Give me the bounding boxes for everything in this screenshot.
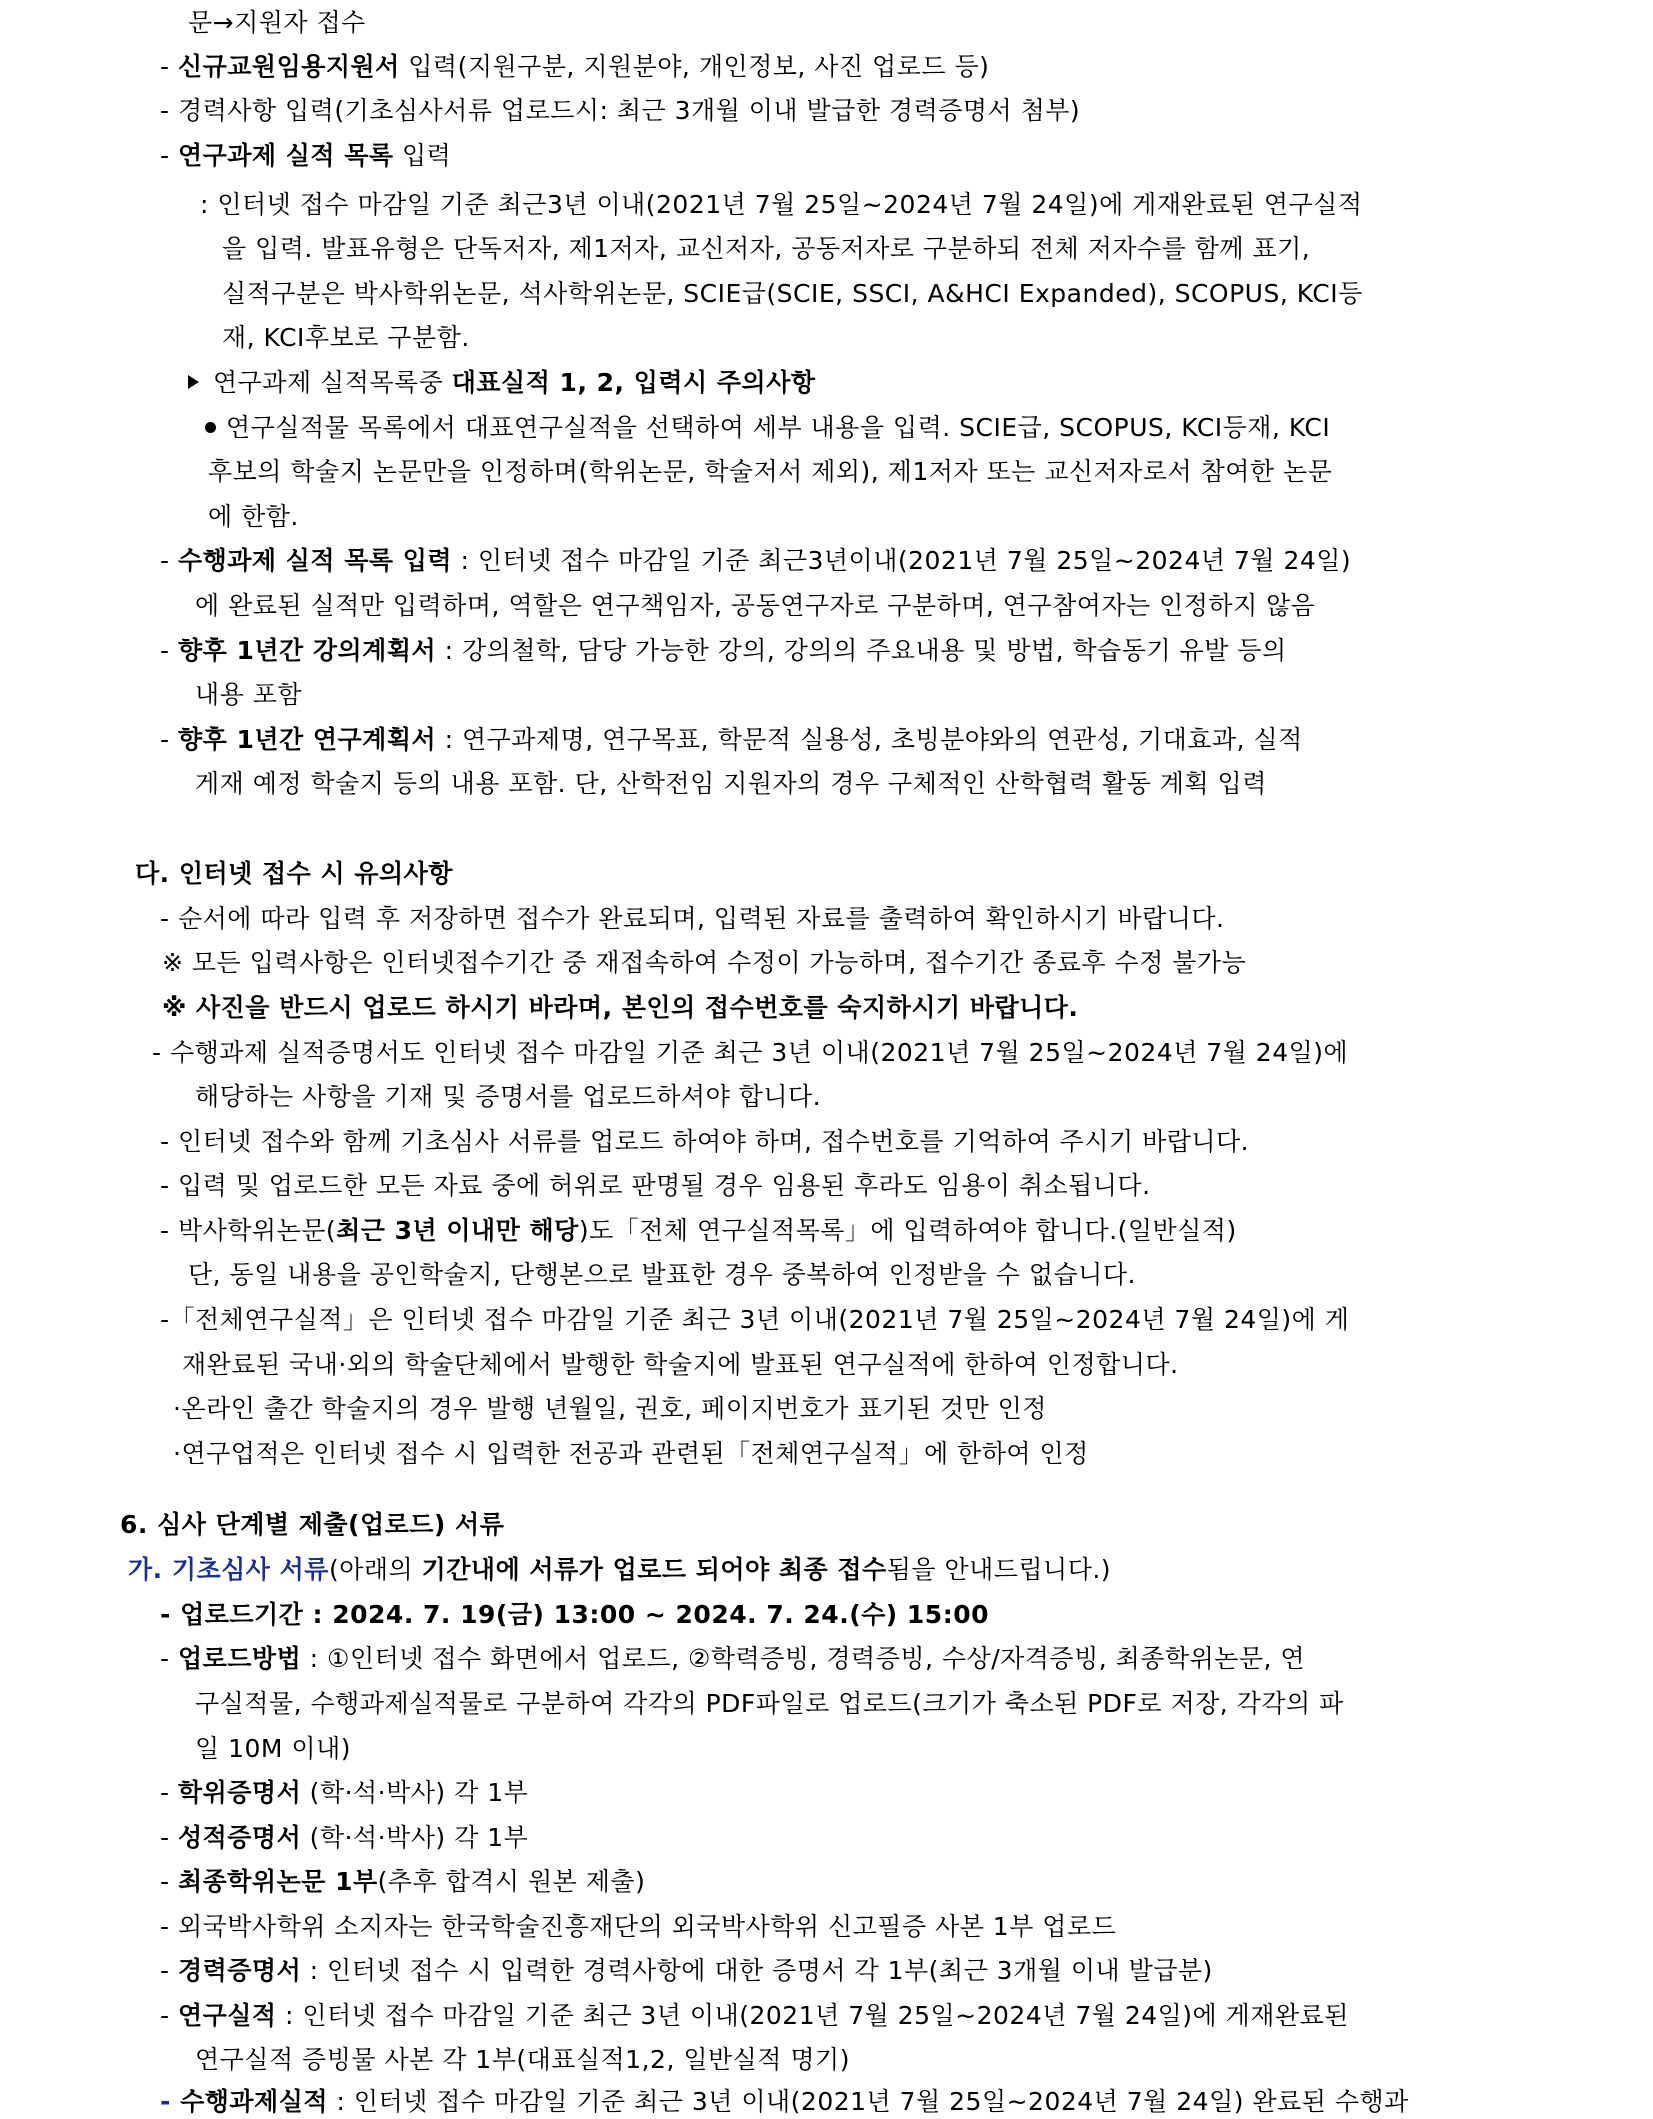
list-item-research-plan: - 향후 1년간 연구계획서 : 연구과제명, 연구목표, 학문적 실용성, 초빙분야와의 연관성, 기대효과, 실적 [160, 725, 1303, 754]
list-item-doctoral-thesis: - 박사학위논문(최근 3년 이내만 해당)도「전체 연구실적목록」에 입력하여야 합니다.(일반실적) [160, 1216, 1237, 1245]
text-line: 연구실적 증빙물 사본 각 1부(대표실적1,2, 일반실적 명기) [195, 2045, 850, 2074]
list-item-research-list: - 연구과제 실적 목록 입력 [160, 141, 452, 170]
list-item: - 수행과제 실적증명서도 인터넷 접수 마감일 기준 최근 3년 이내(2021년 7월 25일~2024년 7월 24일)에 [152, 1038, 1349, 1067]
list-item-research-results: - 연구실적 : 인터넷 접수 마감일 기준 최근 3년 이내(2021년 7월 25일~2024년 7월 24일)에 게재완료된 [160, 2001, 1349, 2030]
text-line: 재완료된 국내·외의 학술단체에서 발행한 학술지에 발표된 연구실적에 한하여 인정합니다. [182, 1350, 1179, 1379]
text-line: 게재 예정 학술지 등의 내용 포함. 단, 산학전임 지원자의 경우 구체적인 산학협력 활동 계획 입력 [195, 769, 1267, 798]
list-item-upload-method: - 업로드방법 : ①인터넷 접수 화면에서 업로드, ②학력증빙, 경력증빙, 수상/자격증빙, 최종학위논문, 연 [160, 1644, 1306, 1673]
list-item-foreign-degree: - 외국박사학위 소지자는 한국학술진흥재단의 외국박사학위 신고필증 사본 1부 업로드 [160, 1912, 1117, 1941]
triangle-bullet-icon [188, 375, 199, 389]
text-line: 을 입력. 발표유형은 단독저자, 제1저자, 교신저자, 공동저자로 구분하되 전체 저자수를 함께 표기, [222, 234, 1311, 263]
text-line: 구실적물, 수행과제실적물로 구분하여 각각의 PDF파일로 업로드(크기가 축소된 PDF로 저장, 각각의 파 [195, 1689, 1344, 1718]
text-line: 재, KCI후보로 구분함. [222, 323, 470, 352]
text-line: 해당하는 사항을 기재 및 증명서를 업로드하셔야 합니다. [195, 1082, 822, 1111]
list-item-transcript: - 성적증명서 (학·석·박사) 각 1부 [160, 1823, 529, 1852]
text-line: 후보의 학술지 논문만을 인정하며(학위논문, 학술저서 제외), 제1저자 또는 교신저자로서 참여한 논문 [208, 457, 1333, 486]
list-item-career: - 경력사항 입력(기초심사서류 업로드시: 최근 3개월 이내 발급한 경력증명서 첨부) [160, 96, 1081, 125]
list-item: - 입력 및 업로드한 모든 자료 중에 허위로 판명될 경우 임용된 후라도 임용이 취소됩니다. [160, 1171, 1151, 1200]
list-item: - 순서에 따라 입력 후 저장하면 접수가 완료되며, 입력된 자료를 출력하여 확인하시기 바랍니다. [160, 904, 1225, 933]
list-item-representative-detail: 연구실적물 목록에서 대표연구실적을 선택하여 세부 내용을 입력. SCIE급, SCOPUS, KCI등재, KCI [205, 411, 1330, 445]
list-item-project-results: - 수행과제실적 : 인터넷 접수 마감일 기준 최근 3년 이내(2021년 7월 25일~2024년 7월 24일) 완료된 수행과 [160, 2087, 1409, 2116]
list-item-project-list: - 수행과제 실적 목록 입력 : 인터넷 접수 마감일 기준 최근3년이내(2021년 7월 25일~2024년 7월 24일) [160, 546, 1352, 575]
section-heading-notes: 다. 인터넷 접수 시 유의사항 [135, 859, 453, 888]
section-heading-documents: 6. 심사 단계별 제출(업로드) 서류 [120, 1510, 505, 1539]
list-item-representative: 연구과제 실적목록중 대표실적 1, 2, 입력시 주의사항 [188, 366, 816, 400]
text-line: 일 10M 이내) [195, 1734, 351, 1763]
subsection-heading-basic-review: 가. 기초심사 서류(아래의 기간내에 서류가 업로드 되어야 최종 접수됨을 안내드립니다.) [128, 1555, 1112, 1584]
notice-line: ※ 모든 입력사항은 인터넷접수기간 중 재접속하여 수정이 가능하며, 접수기간 종료후 수정 불가능 [162, 948, 1247, 977]
list-item-final-thesis: - 최종학위논문 1부(추후 합격시 원본 제출) [160, 1867, 646, 1896]
text-line: : 인터넷 접수 마감일 기준 최근3년 이내(2021년 7월 25일~2024년 7월 24일)에 게재완료된 연구실적 [200, 190, 1363, 219]
text-line: 에 한함. [208, 502, 299, 531]
dot-bullet-icon [205, 422, 216, 433]
list-item: - 인터넷 접수와 함께 기초심사 서류를 업로드 하여야 하며, 접수번호를 기억하여 주시기 바랍니다. [160, 1127, 1250, 1156]
list-item-career-cert: - 경력증명서 : 인터넷 접수 시 입력한 경력사항에 대한 증명서 각 1부(최근 3개월 이내 발급분) [160, 1956, 1213, 1985]
list-item-degree-cert: - 학위증명서 (학·석·박사) 각 1부 [160, 1778, 529, 1807]
notice-line-bold: ※ 사진을 반드시 업로드 하시기 바라며, 본인의 접수번호를 숙지하시기 바랍니다. [162, 993, 1079, 1022]
text-line: 문→지원자 접수 [188, 8, 366, 37]
text-line: 내용 포함 [195, 680, 303, 709]
text-line: 단, 동일 내용을 공인학술지, 단행본으로 발표한 경우 중복하여 인정받을 수 없습니다. [188, 1260, 1136, 1289]
text-line: ·온라인 출간 학술지의 경우 발행 년월일, 권호, 페이지번호가 표기된 것만 인정 [173, 1394, 1047, 1423]
list-item-upload-period: - 업로드기간 : 2024. 7. 19(금) 13:00 ~ 2024. 7. 24.(수) 15:00 [160, 1600, 989, 1629]
text-line: 실적구분은 박사학위논문, 석사학위논문, SCIE급(SCIE, SSCI, A&HCI Expanded), SCOPUS, KCI등 [222, 279, 1363, 308]
list-item: -「전체연구실적」은 인터넷 접수 마감일 기준 최근 3년 이내(2021년 7월 25일~2024년 7월 24일)에 게 [160, 1305, 1350, 1334]
text-line: 에 완료된 실적만 입력하며, 역할은 연구책임자, 공동연구자로 구분하며, 연구참여자는 인정하지 않음 [195, 591, 1316, 620]
list-item-application-form: - 신규교원임용지원서 입력(지원구분, 지원분야, 개인정보, 사진 업로드 등) [160, 52, 990, 81]
list-item-lecture-plan: - 향후 1년간 강의계획서 : 강의철학, 담당 가능한 강의, 강의의 주요내용 및 방법, 학습동기 유발 등의 [160, 636, 1287, 665]
text-line: ·연구업적은 인터넷 접수 시 입력한 전공과 관련된「전체연구실적」에 한하여 인정 [173, 1439, 1089, 1468]
